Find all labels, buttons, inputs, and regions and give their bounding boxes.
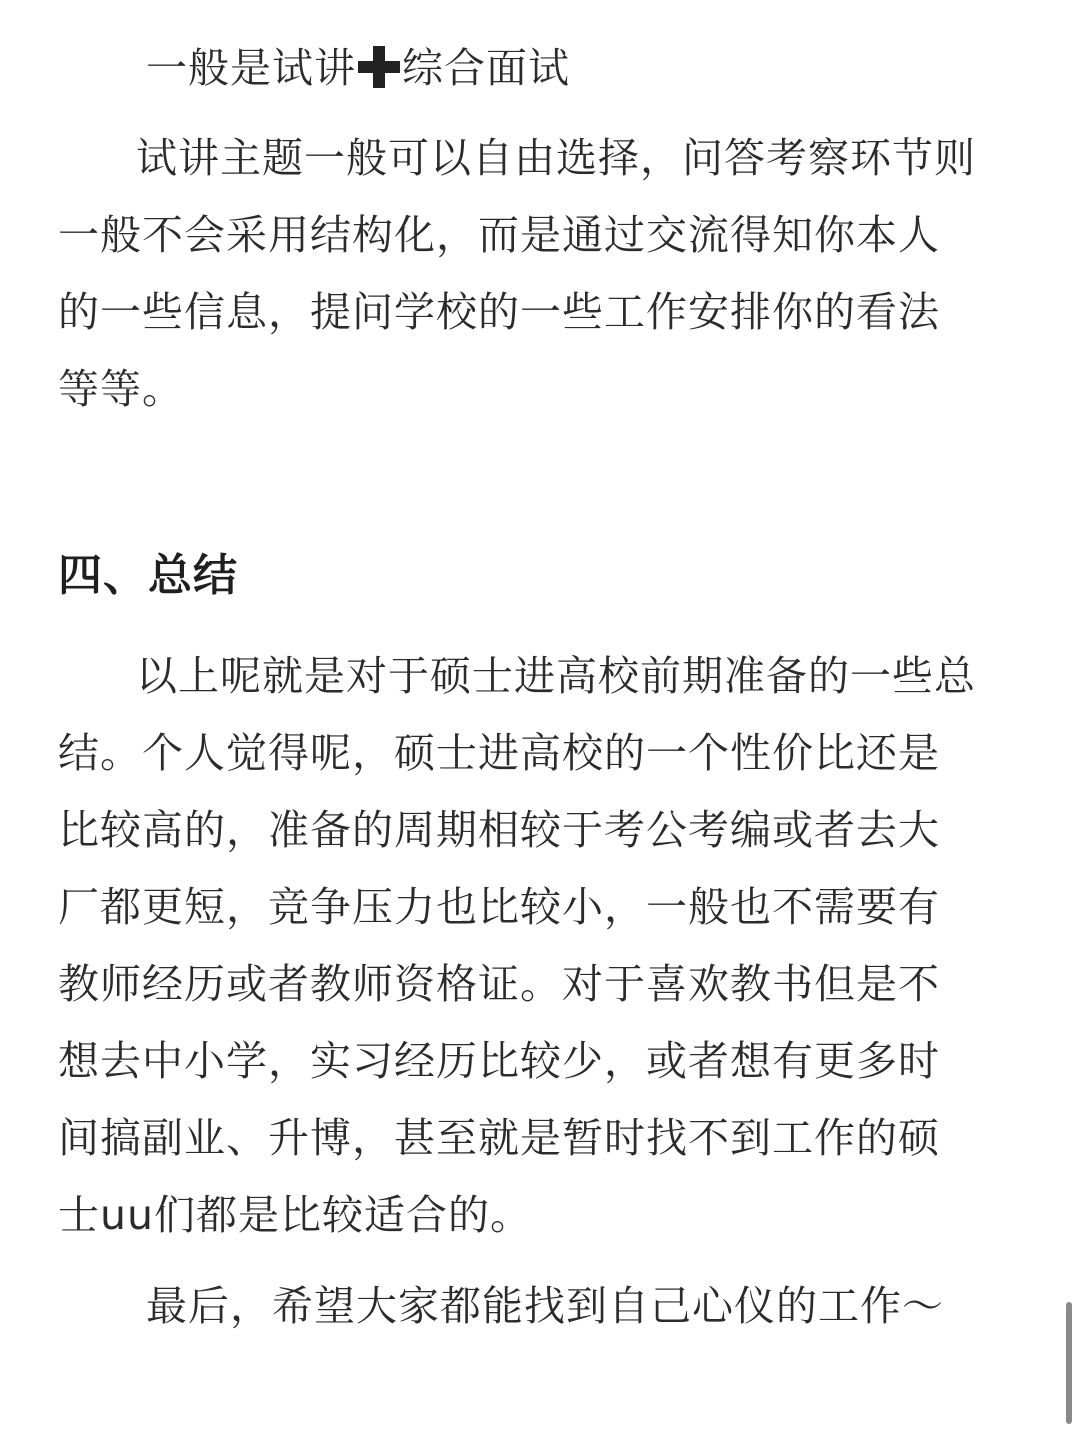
interview-paragraph-line: 一般不会采用结构化，而是通过交流得知你本人 [58, 211, 940, 259]
summary-paragraph-line: 比较高的，准备的周期相较于考公考编或者去大 [58, 806, 940, 854]
closing-line: 最后，希望大家都能找到自己心仪的工作～ [146, 1282, 944, 1330]
interview-format-text-after: 综合面试 [402, 44, 570, 92]
interview-format-text-before: 一般是试讲 [146, 44, 356, 92]
interview-format-line [146, 44, 570, 92]
section-heading: 四、总结 [58, 550, 238, 601]
summary-paragraph-line: 想去中小学，实习经历比较少，或者想有更多时 [58, 1037, 940, 1085]
summary-paragraph-line: 结。个人觉得呢，硕士进高校的一个性价比还是 [58, 729, 940, 777]
vertical-scrollbar[interactable] [1066, 1302, 1072, 1424]
summary-paragraph-line: 以上呢就是对于硕士进高校前期准备的一些总 [136, 652, 976, 700]
interview-paragraph-line: 的一些信息，提问学校的一些工作安排你的看法 [58, 288, 940, 336]
summary-paragraph-line: 教师经历或者教师资格证。对于喜欢教书但是不 [58, 960, 940, 1008]
summary-paragraph-line: 间搞副业、升博，甚至就是暂时找不到工作的硕 [58, 1114, 940, 1162]
interview-paragraph-line: 试讲主题一般可以自由选择，问答考察环节则 [136, 134, 976, 182]
summary-paragraph-line: 厂都更短，竞争压力也比较小，一般也不需要有 [58, 883, 940, 931]
interview-paragraph-line: 等等。 [58, 365, 184, 413]
plus-icon [358, 46, 400, 88]
summary-paragraph-line: 士uu们都是比较适合的。 [58, 1191, 532, 1239]
